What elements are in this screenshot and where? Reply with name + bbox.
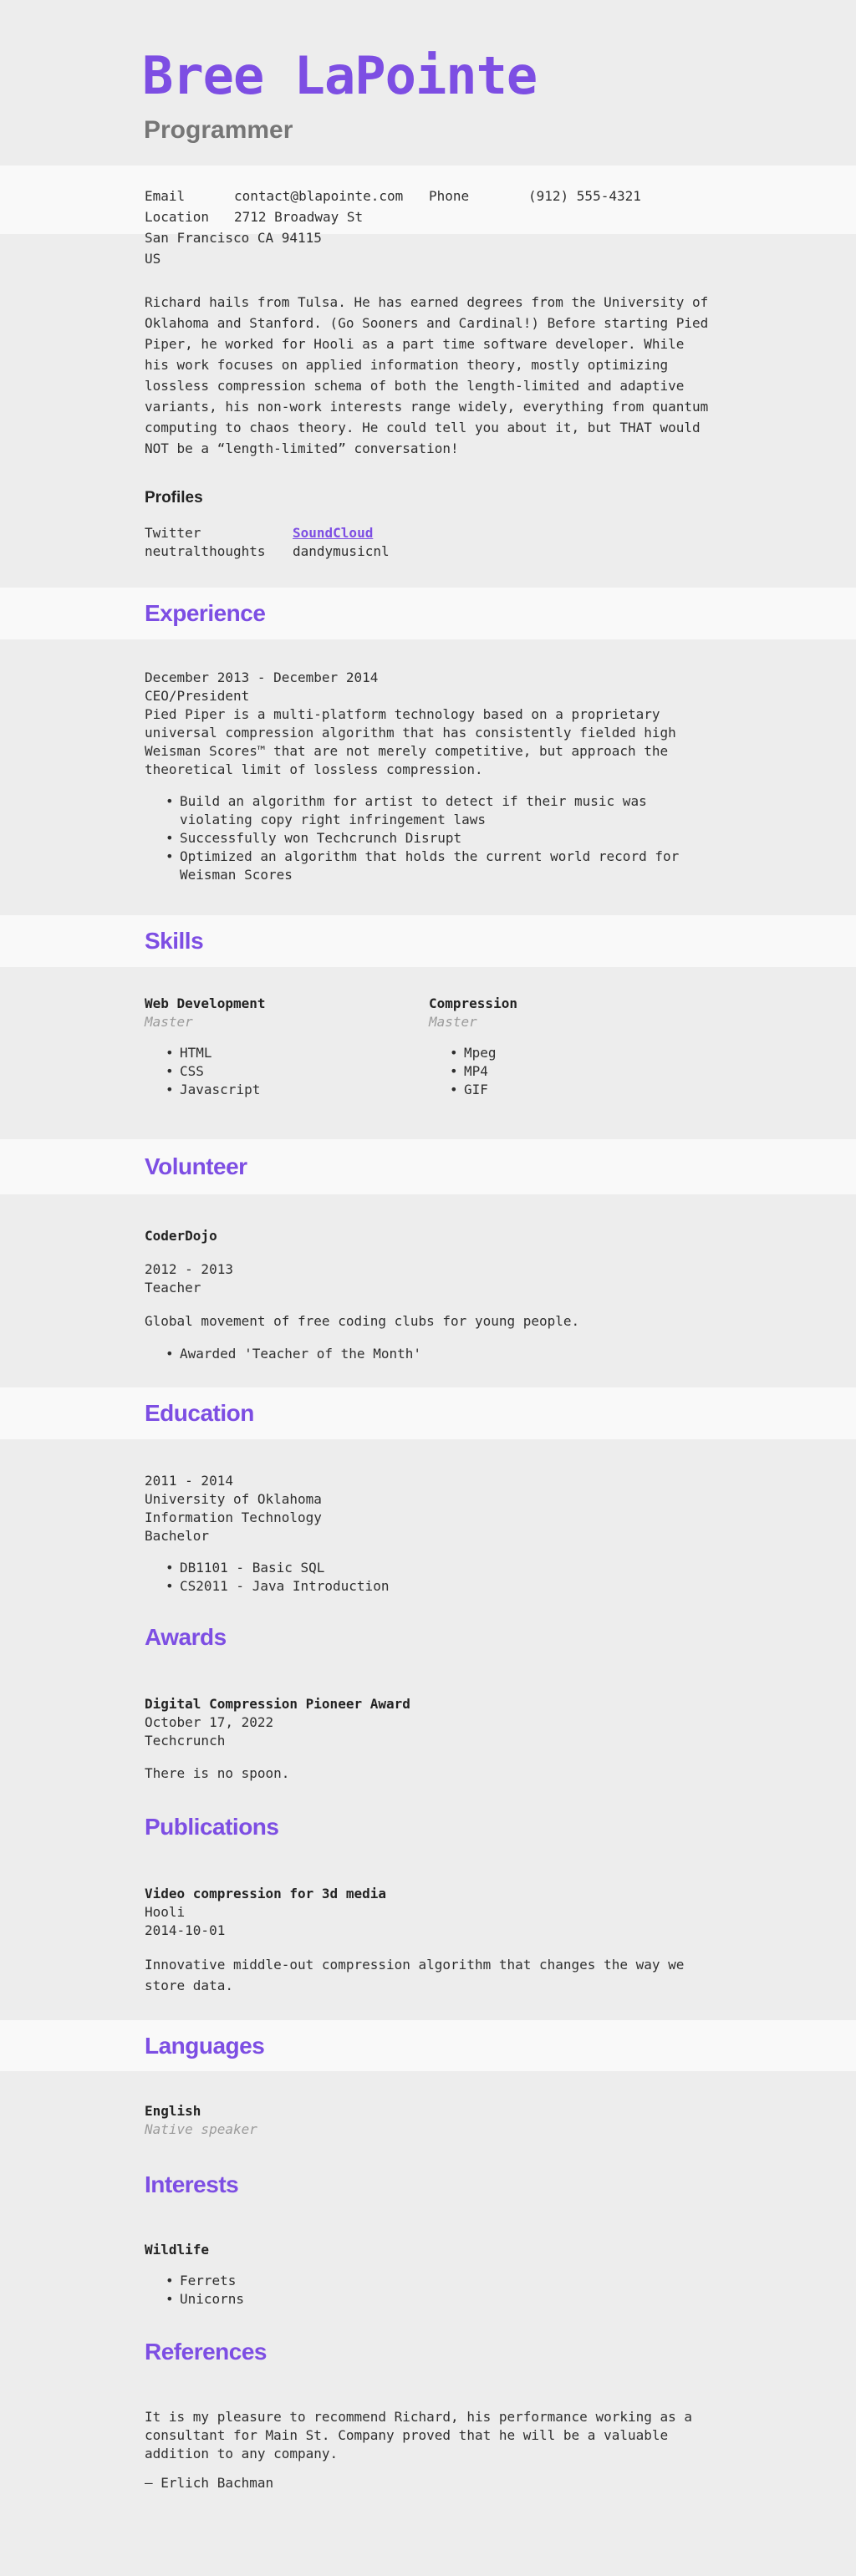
list-item: • Mpeg bbox=[464, 1044, 716, 1062]
award-entry bbox=[145, 1695, 716, 1783]
list-item: • Javascript bbox=[180, 1081, 429, 1099]
publication-summary: Innovative middle-out compression algorithm that changes the way we store data. bbox=[145, 1957, 685, 1993]
list-item: • Successfully won Techcrunch Disrupt bbox=[180, 829, 716, 848]
list-item: • Awarded 'Teacher of the Month' bbox=[180, 1345, 716, 1363]
page-title: Bree LaPointe bbox=[142, 45, 538, 106]
reference-entry bbox=[145, 2408, 716, 2492]
volunteer-entry bbox=[145, 1227, 716, 1363]
education-area: Information Technology bbox=[145, 1509, 322, 1525]
volunteer-dates: 2012 - 2013 bbox=[145, 1261, 233, 1277]
list-item: • Unicorns bbox=[180, 2290, 716, 2309]
list-item: • CSS bbox=[180, 1062, 429, 1081]
list-item: • DB1101 - Basic SQL bbox=[180, 1559, 716, 1577]
experience-highlights bbox=[145, 792, 716, 884]
publications-section-title: Publications bbox=[145, 1814, 279, 1840]
skill-keywords bbox=[429, 1044, 716, 1099]
skill-keywords bbox=[145, 1044, 429, 1099]
language-name: English bbox=[145, 2103, 201, 2119]
award-date: October 17, 2022 bbox=[145, 1714, 274, 1730]
experience-summary: Pied Piper is a multi-platform technology based on a proprietary universal compression algorithm that has consistently fielded high Weisman Scores™ that are not merely competitive, but approach the theoretical limit of lossless compression. bbox=[145, 706, 676, 777]
publication-date: 2014-10-01 bbox=[145, 1922, 226, 1938]
profile-username: neutralthoughts bbox=[145, 543, 266, 559]
interest-name: Wildlife bbox=[145, 2242, 210, 2258]
award-summary: There is no spoon. bbox=[145, 1765, 290, 1781]
reference-signature: — Erlich Bachman bbox=[145, 2475, 274, 2491]
location-label: Location bbox=[145, 209, 210, 225]
email-value: contact@blapointe.com bbox=[234, 188, 404, 204]
education-institution: University of Oklahoma bbox=[145, 1491, 322, 1507]
profiles-table bbox=[145, 524, 716, 561]
language-fluency: Native speaker bbox=[145, 2121, 257, 2137]
job-title: Programmer bbox=[144, 116, 293, 144]
experience-dates: December 2013 - December 2014 bbox=[145, 669, 379, 685]
list-item: • Ferrets bbox=[180, 2272, 716, 2290]
profiles-title: Profiles bbox=[145, 489, 203, 507]
experience-entry bbox=[145, 669, 716, 884]
publication-publisher: Hooli bbox=[145, 1904, 186, 1920]
award-awarder: Techcrunch bbox=[145, 1733, 226, 1749]
skill-group bbox=[429, 995, 716, 1099]
skill-level: Master bbox=[145, 1014, 193, 1030]
references-section-title: References bbox=[145, 2339, 267, 2365]
list-item: • GIF bbox=[464, 1081, 716, 1099]
skills-section-stripe bbox=[0, 915, 856, 967]
profile-network-link[interactable]: SoundCloud bbox=[293, 525, 374, 541]
education-section-title: Education bbox=[145, 1400, 254, 1426]
list-item: • HTML bbox=[180, 1044, 429, 1062]
interests-section-title: Interests bbox=[145, 2171, 239, 2197]
volunteer-summary: Global movement of free coding clubs for young people. bbox=[145, 1313, 580, 1329]
interest-entry bbox=[145, 2241, 716, 2309]
list-item: • CS2011 - Java Introduction bbox=[180, 1577, 716, 1596]
skills-section-title: Skills bbox=[145, 928, 204, 954]
languages-section-title: Languages bbox=[145, 2032, 265, 2059]
phone-label: Phone bbox=[429, 188, 470, 204]
list-item: • MP4 bbox=[464, 1062, 716, 1081]
list-item: • Optimized an algorithm that holds the current world record for Weisman Scores bbox=[180, 848, 716, 884]
about-summary: Richard hails from Tulsa. He has earned degrees from the University of Oklahoma and Stanford. (Go Sooners and Cardinal!) Before starting Pied Piper, he worked for Hooli as a part time software developer. While his work focuses on applied information theory, mostly optimizing lossless compression schema of both the length-limited and adaptive variants, his non-work interests range widely, everything from quantum computing to chaos theory. He could tell you about it, but THAT would NOT be a “length-limited” conversation! bbox=[145, 294, 709, 456]
profile-username: dandymusicnl bbox=[293, 543, 390, 559]
volunteer-position: Teacher bbox=[145, 1280, 201, 1296]
city-value: San Francisco CA 94115 bbox=[145, 230, 322, 246]
volunteer-section-title: Volunteer bbox=[145, 1153, 247, 1179]
profile-network: Twitter bbox=[145, 525, 201, 541]
awards-section-title: Awards bbox=[145, 1624, 227, 1650]
reference-text: It is my pleasure to recommend Richard, his performance working as a consultant for Main St. Company proved that he will be a valuable addition to any company. bbox=[145, 2409, 693, 2461]
volunteer-highlights bbox=[145, 1345, 716, 1363]
interest-keywords bbox=[145, 2272, 716, 2309]
education-entry bbox=[145, 1472, 716, 1596]
experience-section-title: Experience bbox=[145, 600, 266, 626]
education-degree: Bachelor bbox=[145, 1528, 210, 1544]
address-value: 2712 Broadway St bbox=[234, 209, 364, 225]
education-dates: 2011 - 2014 bbox=[145, 1473, 233, 1489]
volunteer-section-stripe bbox=[0, 1139, 856, 1194]
email-label: Email bbox=[145, 188, 186, 204]
list-item: • Build an algorithm for artist to detect if their music was violating copy right infringement laws bbox=[180, 792, 716, 829]
education-courses bbox=[145, 1559, 716, 1596]
award-name: Digital Compression Pioneer Award bbox=[145, 1696, 410, 1712]
languages-section-stripe bbox=[0, 2020, 856, 2071]
publication-entry bbox=[145, 1885, 716, 1996]
phone-value: (912) 555-4321 bbox=[528, 188, 641, 204]
skills-grid bbox=[145, 995, 716, 1099]
contact-stripe bbox=[0, 165, 856, 267]
publication-name: Video compression for 3d media bbox=[145, 1886, 386, 1901]
country-value: US bbox=[145, 251, 161, 267]
skill-level: Master bbox=[429, 1014, 477, 1030]
contact-info bbox=[145, 186, 716, 269]
experience-position: CEO/President bbox=[145, 688, 250, 704]
language-entry bbox=[145, 2102, 716, 2139]
skill-name: Compression bbox=[429, 995, 517, 1011]
education-section-stripe bbox=[0, 1387, 856, 1439]
volunteer-organization: CoderDojo bbox=[145, 1228, 217, 1244]
skill-group bbox=[145, 995, 429, 1099]
experience-section-stripe bbox=[0, 588, 856, 639]
skill-name: Web Development bbox=[145, 995, 266, 1011]
